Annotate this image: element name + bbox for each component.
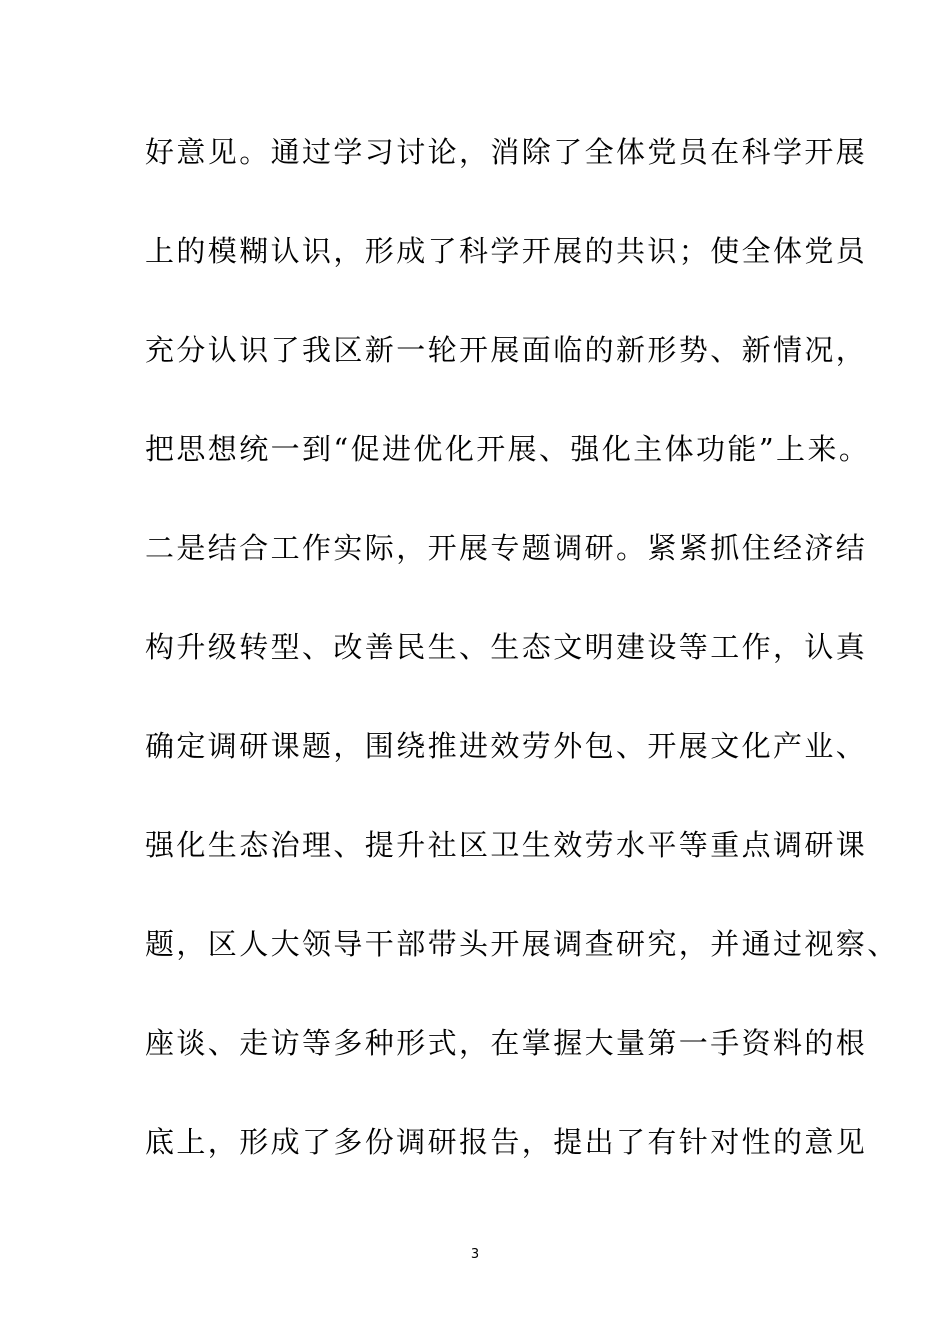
text-line: 题，区人大领导干部带头开展调查研究，并通过视察、 — [145, 927, 899, 961]
text-line: 把思想统一到“促进优化开展、强化主体功能”上来。 — [145, 432, 871, 466]
page-number: 3 — [470, 1247, 480, 1262]
text-line: 构升级转型、改善民生、生态文明建设等工作，认真 — [145, 630, 868, 664]
text-line: 充分认识了我区新一轮开展面临的新形势、新情况， — [145, 333, 868, 367]
body-text — [145, 126, 899, 1215]
text-line: 上的模糊认识，形成了科学开展的共识；使全体党员 — [145, 234, 868, 268]
text-line: 强化生态治理、提升社区卫生效劳水平等重点调研课 — [145, 828, 868, 862]
text-line: 底上，形成了多份调研报告，提出了有针对性的意见 — [145, 1125, 868, 1159]
text-line: 好意见。通过学习讨论，消除了全体党员在科学开展 — [145, 135, 868, 169]
text-line: 座谈、走访等多种形式，在掌握大量第一手资料的根 — [145, 1026, 868, 1060]
text-line: 确定调研课题，围绕推进效劳外包、开展文化产业、 — [145, 729, 868, 763]
text-line: 二是结合工作实际，开展专题调研。紧紧抓住经济结 — [145, 531, 868, 565]
